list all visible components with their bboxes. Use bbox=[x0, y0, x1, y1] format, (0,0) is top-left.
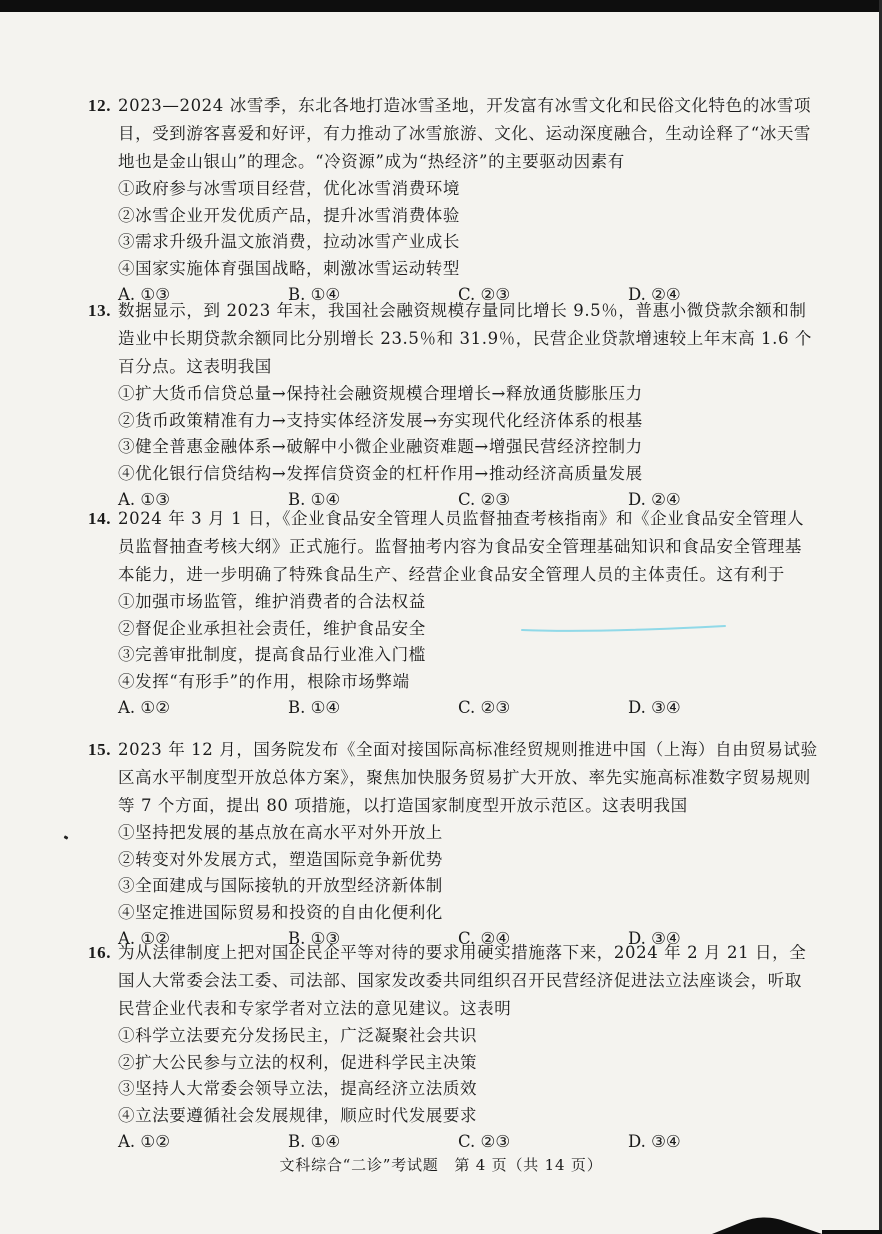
question-text: 为从法律制度上把对国企民企平等对待的要求用硬实措施落下来，2024 年 2 月 21 日，全国人大常委会法工委、司法部、国家发改委共同组织召开民营经济促进法立法座谈会，听取民营企业代表和专家学者对立法的意见建议。这表明 bbox=[118, 943, 807, 1018]
option-statement: ④坚定推进国际贸易和投资的自由化便利化 bbox=[118, 902, 443, 922]
choice-b: B. ①④ bbox=[288, 285, 341, 304]
option-list bbox=[118, 176, 818, 282]
option-statement: ①扩大货币信贷总量→保持社会融资规模合理增长→释放通货膨胀压力 bbox=[118, 384, 643, 403]
question-16 bbox=[88, 939, 818, 1155]
option-statement: ①政府参与冰雪项目经营，优化冰雪消费环境 bbox=[118, 179, 460, 198]
answer-choices bbox=[118, 1129, 818, 1155]
option-statement: ④立法要遵循社会发展规律，顺应时代发展要求 bbox=[118, 1105, 478, 1125]
choice-d: D. ②④ bbox=[628, 490, 681, 509]
question-number: 13. bbox=[88, 301, 112, 320]
choice-d: D. ③④ bbox=[628, 698, 681, 717]
option-statement: ③坚持人大常委会领导立法，提高经济立法质效 bbox=[118, 1079, 478, 1098]
question-13 bbox=[88, 297, 818, 513]
question-14 bbox=[88, 505, 818, 721]
question-stem bbox=[88, 505, 818, 589]
stray-pen-mark bbox=[64, 835, 69, 840]
choice-b: B. ①④ bbox=[288, 490, 341, 509]
option-statement: ④优化银行信贷结构→发挥信贷资金的杠杆作用→推动经济高质量发展 bbox=[118, 463, 643, 483]
question-number: 16. bbox=[88, 943, 112, 962]
option-statement: ③需求升级升温文旅消费，拉动冰雪产业成长 bbox=[118, 232, 460, 251]
choice-d: D. ②④ bbox=[628, 285, 681, 304]
page-corner-shadow bbox=[712, 1216, 882, 1234]
option-statement: ④发挥“有形手”的作用，根除市场弊端 bbox=[118, 671, 410, 691]
choice-a: A. ①③ bbox=[118, 285, 170, 304]
option-statement: ②转变对外发展方式，塑造国际竞争新优势 bbox=[118, 849, 443, 869]
choice-a: A. ①② bbox=[118, 929, 170, 948]
choice-a: A. ①② bbox=[118, 698, 170, 717]
choice-b: B. ①③ bbox=[288, 929, 341, 948]
highlighter-mark bbox=[520, 622, 730, 638]
choice-c: C. ②③ bbox=[458, 698, 511, 717]
question-number: 12. bbox=[88, 96, 112, 115]
option-list bbox=[118, 1023, 818, 1129]
option-statement: ②督促企业承担社会责任，维护食品安全 bbox=[118, 618, 426, 638]
question-text: 2023—2024 冰雪季，东北各地打造冰雪圣地，开发富有冰雪文化和民俗文化特色的冰雪项目，受到游客喜爱和好评，有力推动了冰雪旅游、文化、运动深度融合，生动诠释了“冰天雪地也是金山银山”的理念。“冷资源”成为“热经济”的主要驱动因素有 bbox=[118, 96, 812, 171]
question-text: 2024 年 3 月 1 日，《企业食品安全管理人员监督抽查考核指南》和《企业食品安全管理人员监督抽查考核大纲》正式施行。监督抽考内容为食品安全管理基础知识和食品安全管理基本能力，进一步明确了特殊食品生产、经营企业食品安全管理人员的主体责任。这有利于 bbox=[118, 509, 805, 584]
option-statement: ②货币政策精准有力→支持实体经济发展→夯实现代化经济体系的根基 bbox=[118, 410, 643, 430]
option-statement: ①加强市场监管，维护消费者的合法权益 bbox=[118, 592, 426, 611]
question-stem bbox=[88, 736, 818, 820]
question-stem bbox=[88, 92, 818, 176]
option-statement: ③全面建成与国际接轨的开放型经济新体制 bbox=[118, 876, 443, 895]
choice-a: A. ①③ bbox=[118, 490, 170, 509]
option-statement: ①坚持把发展的基点放在高水平对外开放上 bbox=[118, 823, 443, 842]
question-12 bbox=[88, 92, 818, 308]
option-statement: ③完善审批制度，提高食品行业准入门槛 bbox=[118, 645, 426, 664]
choice-c: C. ②④ bbox=[458, 929, 511, 948]
choice-b: B. ①④ bbox=[288, 698, 341, 717]
option-list bbox=[118, 381, 818, 487]
option-statement: ②扩大公民参与立法的权利，促进科学民主决策 bbox=[118, 1052, 478, 1072]
choice-b: B. ①④ bbox=[288, 1132, 341, 1151]
option-list bbox=[118, 589, 818, 695]
question-stem bbox=[88, 297, 818, 381]
option-statement: ③健全普惠金融体系→破解中小微企业融资难题→增强民营经济控制力 bbox=[118, 437, 643, 456]
option-statement: ②冰雪企业开发优质产品，提升冰雪消费体验 bbox=[118, 205, 460, 225]
choice-a: A. ①② bbox=[118, 1132, 170, 1151]
question-number: 14. bbox=[88, 509, 112, 528]
choice-d: D. ③④ bbox=[628, 1132, 681, 1151]
choice-d: D. ③④ bbox=[628, 929, 681, 948]
question-15 bbox=[88, 736, 818, 952]
choice-c: C. ②③ bbox=[458, 285, 511, 304]
question-text: 数据显示，到 2023 年末，我国社会融资规模存量同比增长 9.5％，普惠小微贷款余额和制造业中长期贷款余额同比分别增长 23.5％和 31.9％，民营企业贷款增速较上年末高 1.6 个百分点。这表明我国 bbox=[118, 301, 812, 376]
answer-choices bbox=[118, 695, 818, 721]
question-text: 2023 年 12 月，国务院发布《全面对接国际高标准经贸规则推进中国（上海）自由贸易试验区高水平制度型开放总体方案》，聚焦加快服务贸易扩大开放、率先实施高标准数字贸易规则等 7 个方面，提出 80 项措施，以打造国家制度型开放示范区。这表明我国 bbox=[118, 740, 818, 815]
question-stem bbox=[88, 939, 818, 1023]
choice-c: C. ②③ bbox=[458, 490, 511, 509]
choice-c: C. ②③ bbox=[458, 1132, 511, 1151]
question-number: 15. bbox=[88, 740, 112, 759]
page-footer: 文科综合“二诊”考试题 第 4 页（共 14 页） bbox=[279, 1156, 603, 1174]
option-statement: ①科学立法要充分发扬民主，广泛凝聚社会共识 bbox=[118, 1026, 478, 1045]
option-statement: ④国家实施体育强国战略，刺激冰雪运动转型 bbox=[118, 258, 460, 278]
option-list bbox=[118, 820, 818, 926]
